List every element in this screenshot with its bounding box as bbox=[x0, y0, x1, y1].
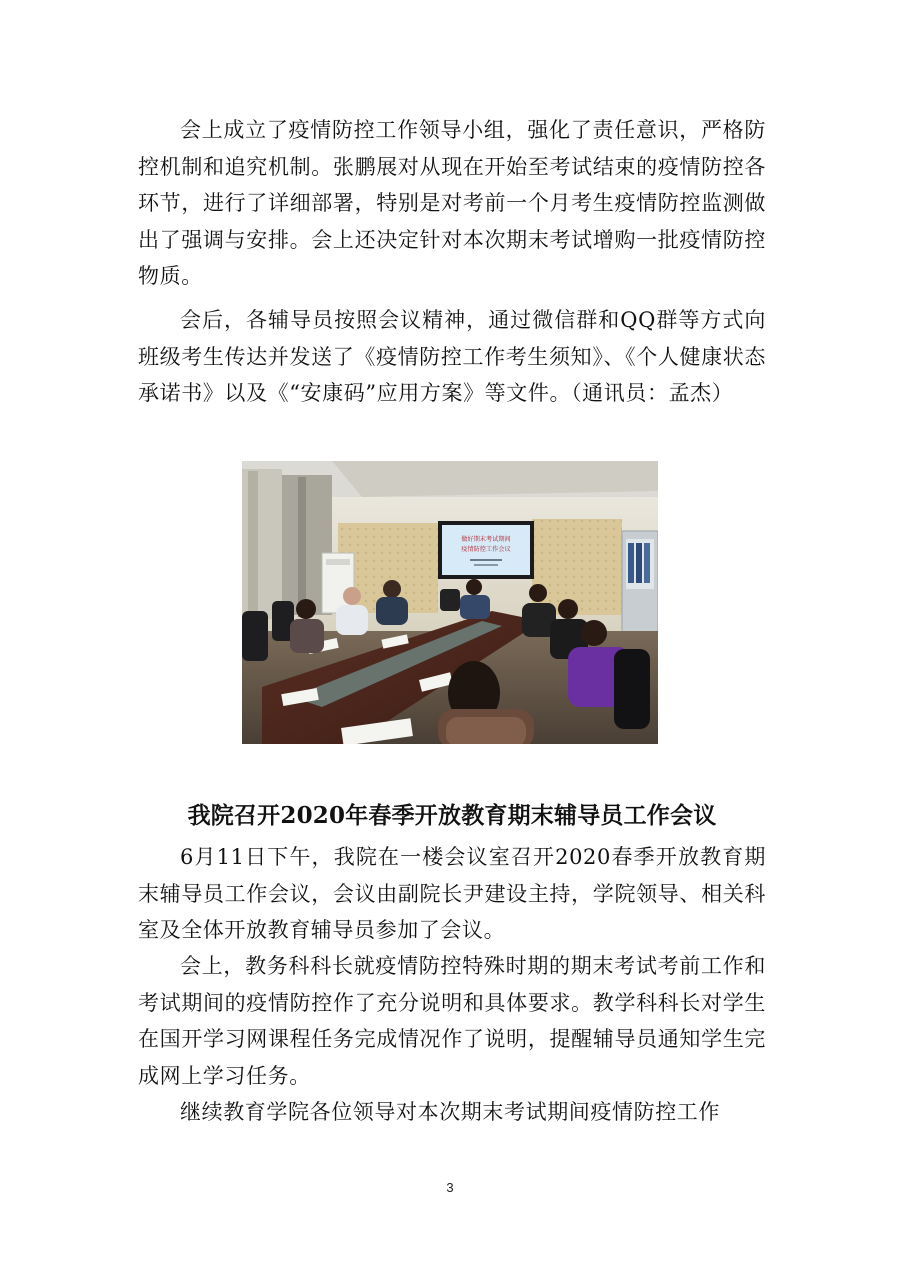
screen-text-line1: 做好期末考试期间 bbox=[461, 536, 511, 543]
paragraph-meeting-held: 6月11日下午，我院在一楼会议室召开2020春季开放教育期末辅导员工作会议，会议由副院长尹建设主持，学院领导、相关科室及全体开放教育辅导员参加了会议。 bbox=[138, 845, 766, 943]
paragraph-leadership-group: 会上成立了疫情防控工作领导小组，强化了责任意识，严格防控机制和追究机制。张鹏展对从现在开始至考试结束的疫情防控各环节，进行了详细部署，特别是对考前一个月考生疫情防控监测做出了强调与安排。会上还决定针对本次期末考试增购一批疫情防控物质。 bbox=[138, 118, 766, 289]
paragraph-after-meeting: 会后，各辅导员按照会议精神，通过微信群和QQ群等方式向班级考生传达并发送了《疫情防控工作考生须知》、《个人健康状态承诺书》以及《“安康码”应用方案》等文件。（通讯员：孟杰） bbox=[138, 308, 766, 406]
article-heading: 我院召开2020年春季开放教育期末辅导员工作会议 bbox=[187, 802, 717, 829]
meeting-photo bbox=[242, 461, 658, 744]
page-number: 3 bbox=[446, 1180, 454, 1195]
paragraph-leaders: 继续教育学院各位领导对本次期末考试期间疫情防控工作 bbox=[180, 1100, 720, 1124]
screen-text-line2: 疫情防控工作会议 bbox=[461, 546, 511, 553]
paragraph-exam-requirements: 会上，教务科科长就疫情防控特殊时期的期末考试考前工作和考试期间的疫情防控作了充分说明和具体要求。教学科科长对学生在国开学习网课程任务完成情况作了说明，提醒辅导员通知学生完成网上学习任务。 bbox=[138, 954, 766, 1088]
